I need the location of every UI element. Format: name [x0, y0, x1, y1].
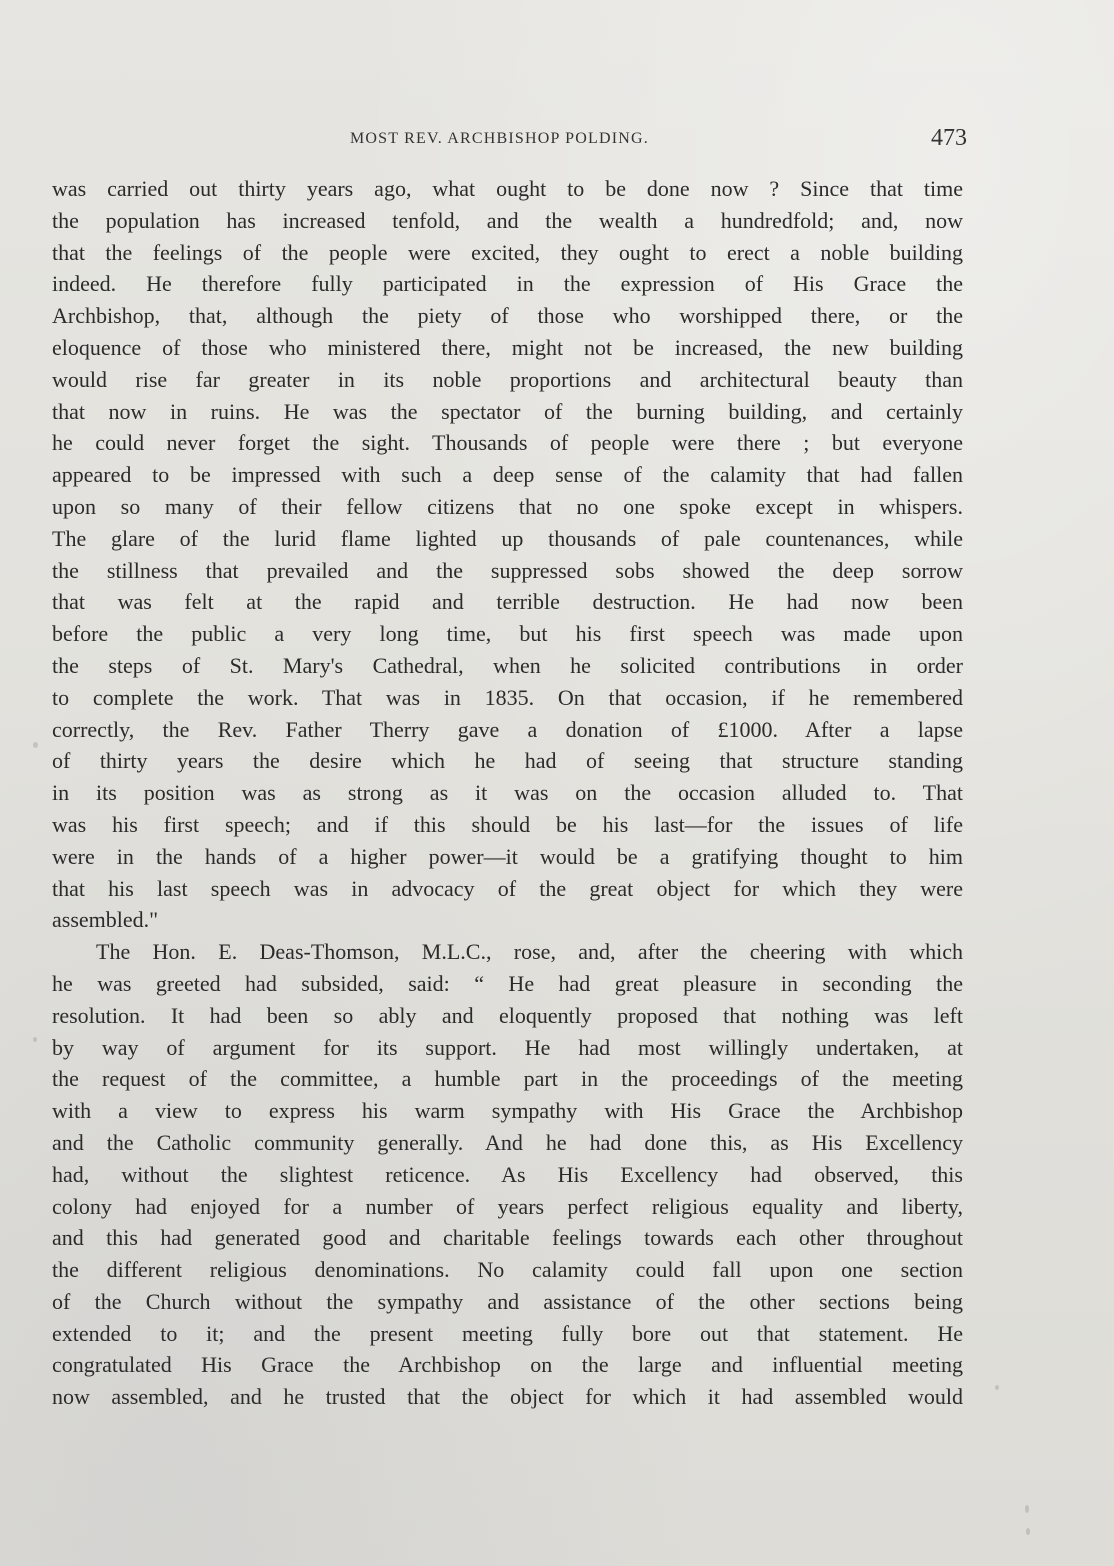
text-line: indeed. He therefore fully participated in the expression of His Grace the [52, 271, 963, 297]
text-line: that was felt at the rapid and terrible destruction. He had now been [52, 589, 963, 615]
text-block [52, 173, 963, 1413]
text-line: of the Church without the sympathy and assistance of the other sections being [52, 1288, 963, 1314]
paper-speck [1025, 1505, 1029, 1513]
text-line: in its position was as strong as it was on the occasion alluded to. That [52, 780, 963, 806]
text-line: The glare of the lurid flame lighted up thousands of pale countenances, while [52, 525, 963, 551]
text-line: eloquence of those who ministered there, might not be increased, the new building [52, 334, 963, 360]
running-title: MOST REV. ARCHBISHOP POLDING. [350, 130, 650, 147]
text-line: colony had enjoyed for a number of years perfect religious equality and liberty, [52, 1193, 963, 1219]
paragraph-1 [52, 173, 963, 936]
text-line: congratulated His Grace the Archbishop on the large and influential meeting [52, 1352, 963, 1378]
running-head [0, 127, 1114, 157]
text-line: the different religious denominations. No calamity could fall upon one section [52, 1257, 963, 1283]
text-line: the population has increased tenfold, and the wealth a hundredfold; and, now [52, 207, 963, 233]
paper-speck [33, 742, 38, 748]
text-line: resolution. It had been so ably and eloquently proposed that nothing was left [52, 1002, 963, 1028]
page-number: 473 [931, 125, 967, 151]
text-line: was his first speech; and if this should be his last—for the issues of life [52, 811, 963, 837]
text-line: appeared to be impressed with such a deep sense of the calamity that had fallen [52, 462, 963, 488]
text-line: the steps of St. Mary's Cathedral, when he solicited contributions in order [52, 652, 963, 678]
text-line: upon so many of their fellow citizens that no one spoke except in whispers. [52, 493, 963, 519]
paragraph-2 [52, 936, 963, 1413]
text-line: correctly, the Rev. Father Therry gave a donation of £1000. After a lapse [52, 716, 963, 742]
text-line: that his last speech was in advocacy of the great object for which they were [52, 875, 963, 901]
text-line: now assembled, and he trusted that the object for which it had assembled would [52, 1384, 963, 1410]
text-line: extended to it; and the present meeting fully bore out that statement. He [52, 1320, 963, 1346]
text-line: he could never forget the sight. Thousands of people were there ; but everyone [52, 430, 963, 456]
text-line: would rise far greater in its noble proportions and architectural beauty than [52, 366, 963, 392]
text-line: The Hon. E. Deas-Thomson, M.L.C., rose, and, after the cheering with which [96, 939, 963, 965]
text-line: and the Catholic community generally. And he had done this, as His Excellency [52, 1129, 963, 1155]
text-line: that now in ruins. He was the spectator of the burning building, and certainly [52, 398, 963, 424]
text-line: to complete the work. That was in 1835. On that occasion, if he remembered [52, 684, 963, 710]
text-line: were in the hands of a higher power—it would be a gratifying thought to him [52, 843, 963, 869]
text-line: the request of the committee, a humble part in the proceedings of the meeting [52, 1066, 963, 1092]
paper-speck [995, 1385, 999, 1390]
text-line: Archbishop, that, although the piety of those who worshipped there, or the [52, 303, 963, 329]
text-line: that the feelings of the people were excited, they ought to erect a noble building [52, 239, 963, 265]
text-line: with a view to express his warm sympathy with His Grace the Archbishop [52, 1098, 963, 1124]
text-line: by way of argument for its support. He had most willingly undertaken, at [52, 1034, 963, 1060]
text-line: and this had generated good and charitable feelings towards each other throughout [52, 1225, 963, 1251]
text-line: before the public a very long time, but his first speech was made upon [52, 621, 963, 647]
text-line: had, without the slightest reticence. As His Excellency had observed, this [52, 1161, 963, 1187]
text-line: the stillness that prevailed and the suppressed sobs showed the deep sorrow [52, 557, 963, 583]
text-line: of thirty years the desire which he had of seeing that structure standing [52, 748, 963, 774]
text-line: was carried out thirty years ago, what ought to be done now ? Since that time [52, 176, 963, 201]
text-line: he was greeted had subsided, said: “ He had great pleasure in seconding the [52, 970, 963, 996]
paper-speck [33, 1037, 37, 1042]
text-line: assembled." [52, 907, 159, 933]
paper-speck [1026, 1528, 1030, 1535]
